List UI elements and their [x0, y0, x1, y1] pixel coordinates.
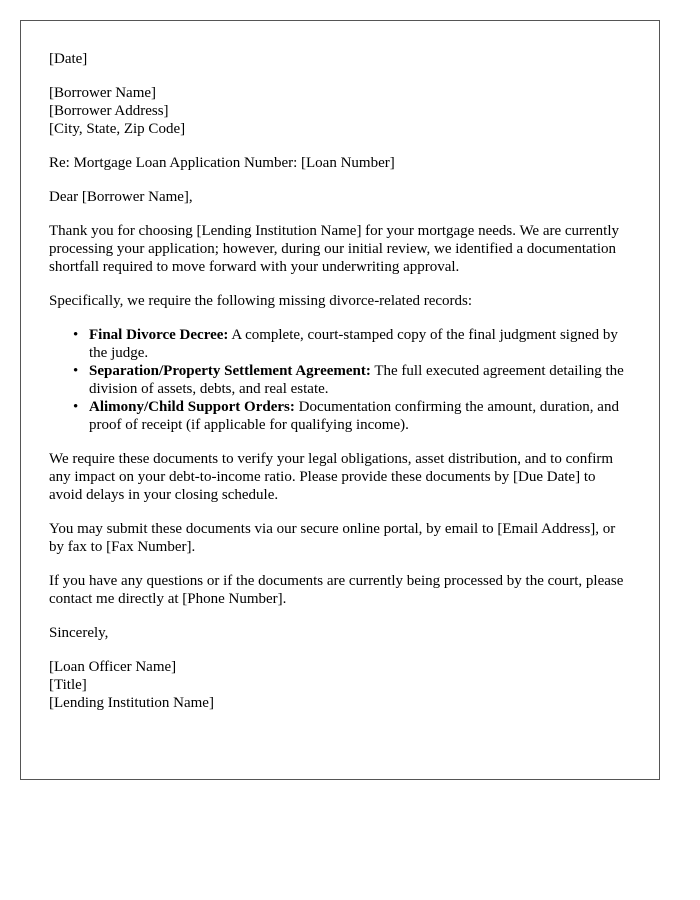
record-term: Alimony/Child Support Orders: [89, 399, 295, 415]
intro-paragraph: Thank you for choosing [Lending Institution Name] for your mortgage needs. We are currently processing your application; however, during our initial review, we identified a documentation shortfall required to move forward with your underwriting approval. [49, 223, 620, 275]
recipient-block [49, 84, 631, 138]
list-item [73, 398, 631, 434]
record-detail: A complete, court-stamped copy of the final judgment signed by the judge. [89, 327, 618, 361]
record-detail: Documentation confirming the amount, duration, and proof of receipt (if applicable for qualifying income). [89, 399, 619, 433]
bullet-icon: • [73, 399, 79, 415]
recipient-address: [Borrower Address] [49, 103, 169, 119]
salutation: Dear [Borrower Name], [49, 189, 193, 205]
verification-paragraph: We require these documents to verify your legal obligations, asset distribution, and to confirm any impact on your debt-to-income ratio. Please provide these documents by [Due Date] to avoid delays in your closing schedule. [49, 451, 614, 503]
records-list [49, 326, 631, 434]
list-item [73, 326, 631, 362]
recipient-city-state-zip: [City, State, Zip Code] [49, 121, 186, 137]
subject-line: Re: Mortgage Loan Application Number: [Loan Number] [49, 155, 395, 171]
letter-date: [Date] [49, 51, 88, 67]
signature-block [49, 658, 631, 712]
bullet-icon: • [73, 327, 79, 343]
record-detail: The full executed agreement detailing the division of assets, debts, and real estate. [89, 363, 624, 397]
bullet-icon: • [73, 363, 79, 379]
signature-title: [Title] [49, 677, 87, 693]
record-term: Final Divorce Decree: [89, 327, 229, 343]
letter-page [20, 20, 660, 780]
requirements-paragraph: Specifically, we require the following missing divorce-related records: [49, 293, 473, 309]
list-item [73, 362, 631, 398]
closing: Sincerely, [49, 625, 109, 641]
recipient-name: [Borrower Name] [49, 85, 157, 101]
signature-name: [Loan Officer Name] [49, 659, 177, 675]
submission-paragraph: You may submit these documents via our secure online portal, by email to [Email Address], or by fax to [Fax Number]. [49, 521, 616, 555]
contact-paragraph: If you have any questions or if the documents are currently being processed by the court, please contact me directly at [Phone Number]. [49, 573, 624, 607]
signature-institution: [Lending Institution Name] [49, 695, 214, 711]
record-term: Separation/Property Settlement Agreement: [89, 363, 371, 379]
